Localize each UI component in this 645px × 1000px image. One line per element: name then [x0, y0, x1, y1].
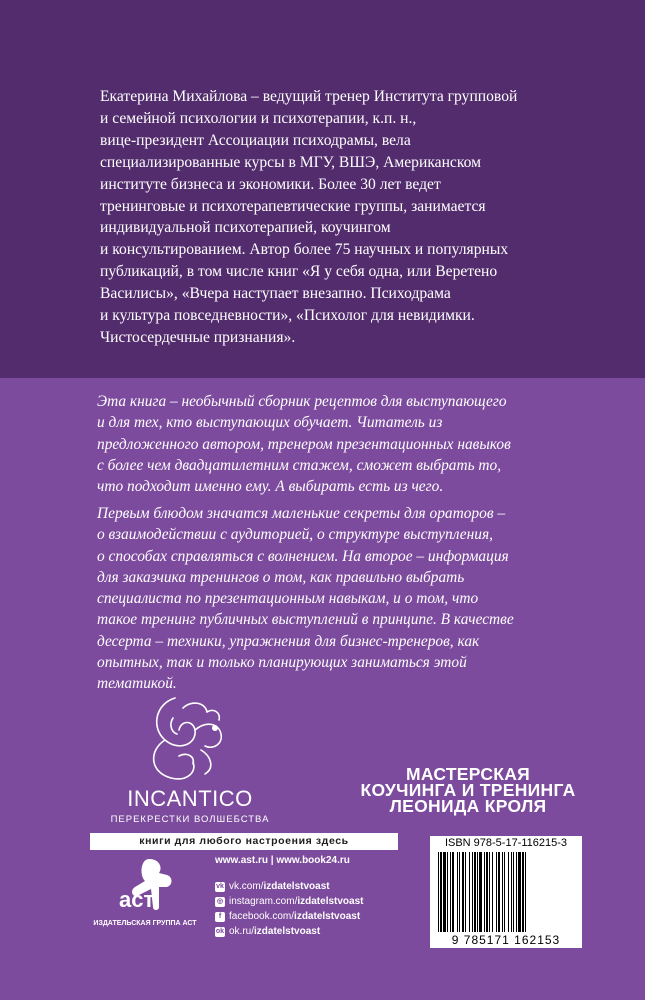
barcode-stripe [498, 852, 500, 932]
vk-icon: vk [216, 882, 224, 890]
bio-line: Василисы», «Вчера наступает внезапно. Психодрама [100, 285, 451, 303]
annotation-line: тематикой. [97, 675, 177, 693]
barcode-number: 9 785171 162153 [451, 933, 561, 947]
barcode-stripe [525, 852, 526, 932]
social-handle: izdatelstvoast [297, 896, 364, 907]
series-title-line: ЛЕОНИДА КРОЛЯ [389, 796, 547, 816]
annotation-line: такое тренинг публичных выступлений в принципе. В качестве [97, 611, 514, 629]
barcode-stripe [450, 852, 451, 932]
annotation-line: предложенного автором, тренером презентационных навыков [97, 435, 511, 453]
slogan-bar: книги для любого настроения здесь [90, 833, 398, 850]
series-title [318, 766, 618, 814]
barcode-stripe [484, 852, 485, 932]
bio-line: институте бизнеса и экономики. Более 30 лет ведет [100, 175, 441, 193]
social-link-instagram[interactable] [215, 895, 364, 908]
annotation-line: что подходит именно ему. А выбирать есть из чего. [97, 478, 444, 496]
bio-line: тренинговые и психотерапевтические группы, занимается [100, 197, 486, 215]
annotation-line: для заказчика тренингов о том, как правильно выбрать [97, 568, 465, 586]
barcode-stripe [440, 852, 442, 932]
barcode-stripe [477, 852, 478, 932]
imprint-tagline: ПЕРЕКРЕСТКИ ВОЛШЕБСТВА [110, 814, 270, 825]
barcode-stripe [486, 852, 488, 932]
social-link-odnoklassniki[interactable] [215, 925, 364, 938]
imprint-name: INCANTICO [127, 786, 253, 811]
social-handle: izdatelstvoast [263, 881, 330, 892]
barcode-stripe [508, 852, 509, 932]
barcode-stripe [443, 852, 446, 932]
barcode-stripe [489, 852, 490, 932]
barcode-stripe [457, 852, 458, 932]
barcode-stripe [502, 852, 503, 932]
author-bio-panel [0, 0, 645, 378]
social-prefix: vk.com/ [229, 881, 264, 892]
barcode-stripe [518, 852, 521, 932]
barcode-stripe [452, 852, 454, 932]
bio-line: Екатерина Михайлова – ведущий тренер Института групповой [100, 88, 518, 105]
publisher-websites[interactable]: www.ast.ru | www.book24.ru [215, 855, 350, 866]
barcode-stripe [513, 852, 514, 932]
barcode-stripe [465, 852, 466, 932]
barcode-stripe [504, 852, 505, 932]
social-prefix: facebook.com/ [229, 911, 295, 922]
barcode-stripe [469, 852, 470, 932]
annotation-line: Первым блюдом значатся маленькие секреты для ораторов – [97, 505, 506, 522]
social-prefix: instagram.com/ [229, 896, 298, 907]
ast-logo-text: аст [119, 887, 155, 912]
bio-line: и культура повседневности», «Психолог для невидимки. [100, 307, 475, 325]
social-handle: izdatelstvoast [294, 911, 361, 922]
bio-line: и консультированием. Автор более 75 научных и популярных [100, 241, 509, 259]
annotation-line: и для тех, кто выступающих обучает. Читатель из [97, 414, 443, 432]
social-prefix: ok.ru/ [229, 926, 255, 937]
isbn-barcode [430, 836, 582, 948]
annotation-paragraph-2 [97, 503, 577, 695]
series-title-line: МАСТЕРСКАЯ [405, 764, 531, 784]
annotation-line: специалиста по презентационным навыкам, и о том, что [97, 590, 479, 608]
barcode-stripe [492, 852, 493, 932]
social-handle: izdatelstvoast [254, 926, 321, 937]
bio-line: вице-президент Ассоциации психодрамы, вела [100, 131, 411, 149]
barcode-stripe [438, 852, 439, 932]
instagram-icon: ◎ [216, 897, 224, 905]
annotation-line: с более чем двадцатилетним стажем, сможет выбрать то, [97, 456, 502, 474]
ast-logo-icon [115, 857, 175, 912]
publisher-name: ИЗДАТЕЛЬСКАЯ ГРУППА АСТ [93, 920, 197, 927]
barcode-stripe [474, 852, 476, 932]
bio-line: индивидуальной психотерапией, коучингом [100, 219, 391, 237]
annotation-line: о взаимодействии с аудиторией, о структуре выступления, [97, 526, 493, 544]
annotation-line: Эта книга – необычный сборник рецептов для выступающего [97, 393, 507, 410]
annotation-line: десерта – техники, упражнения для бизнес-тренеров, как [97, 632, 480, 650]
barcode-stripe [511, 852, 512, 932]
barcode-stripe [459, 852, 460, 932]
odnoklassniki-icon: ok [215, 927, 225, 935]
isbn-label: ISBN 978-5-17-116215-3 [444, 837, 568, 849]
barcode-stripe [462, 852, 464, 932]
bio-line: и семейной психологии и психотерапии, к.п. н., [100, 109, 417, 127]
social-links [215, 880, 364, 940]
swirl-ornament-icon [135, 690, 245, 785]
barcode-stripe [479, 852, 482, 932]
barcode-stripe [522, 852, 524, 932]
barcode-stripe [472, 852, 473, 932]
author-bio [100, 86, 570, 349]
bio-line: публикаций, в том числе книг «Я у себя одна, или Веретено [100, 263, 498, 281]
facebook-icon: f [215, 912, 225, 922]
incantico-logo [105, 690, 275, 825]
series-title-line: КОУЧИНГА И ТРЕНИНГА [360, 780, 576, 800]
bio-line: Чистосердечные признания». [100, 328, 296, 346]
barcode-stripe [516, 852, 517, 932]
barcode-stripe [447, 852, 448, 932]
bio-line: специализированные курсы в МГУ, ВШЭ, Американском [100, 153, 482, 171]
barcode-stripe [496, 852, 497, 932]
annotation-paragraph-1 [97, 391, 577, 497]
annotation-line: о способах справляться с волнением. На второе – информация [97, 547, 509, 565]
social-link-facebook[interactable] [215, 910, 364, 923]
social-link-vk[interactable] [215, 880, 364, 893]
annotation-line: опытных, так и только планирующих заниматься этой [97, 654, 467, 672]
publisher-block [90, 857, 200, 937]
barcode-bars [438, 852, 574, 932]
